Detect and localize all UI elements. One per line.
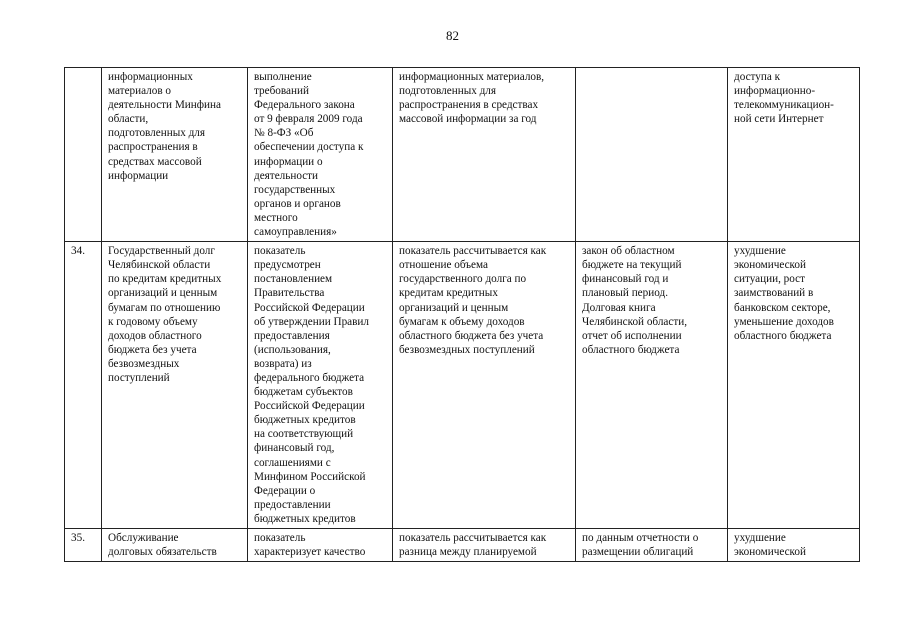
- cell-line: бюджетам субъектов: [254, 386, 353, 399]
- cell-line: областного бюджета: [734, 329, 832, 342]
- cell-line: доступа к: [734, 71, 781, 83]
- cell-line: подготовленных для: [108, 127, 206, 140]
- cell-line: Минфином Российской: [254, 470, 366, 483]
- cell-line: информационных материалов,: [399, 71, 545, 83]
- cell-line: подготовленных для: [399, 85, 497, 98]
- cell-line: бюджетных кредитов: [254, 414, 356, 427]
- cell-line: деятельности Минфина: [108, 99, 221, 112]
- calculation-method-cell: [393, 68, 576, 242]
- data-source-cell: [576, 68, 728, 242]
- cell-line: государственного долга по: [399, 273, 527, 286]
- cell-line: финансовый год,: [254, 442, 335, 455]
- cell-line: Государственный долг: [108, 245, 215, 258]
- cell-line: распространения в средствах: [399, 99, 539, 112]
- page-cut-edge: [0, 572, 905, 640]
- cell-line: по кредитам кредитных: [108, 273, 222, 286]
- cell-line: области,: [108, 113, 149, 126]
- rationale-cell: [248, 242, 393, 529]
- cell-line: Федерального закона: [254, 99, 355, 112]
- cell-line: Челябинской области,: [582, 315, 688, 328]
- cell-line: информационных: [108, 71, 193, 83]
- cell-line: предоставления: [254, 329, 330, 342]
- cell-line: организаций и ценным: [399, 301, 509, 314]
- cell-line: безвозмездных поступлений: [399, 343, 535, 356]
- cell-line: об утверждении Правил: [254, 315, 369, 328]
- cell-line: № 8-ФЗ «Об: [254, 127, 314, 140]
- cell-line: предусмотрен: [254, 259, 321, 272]
- cell-line: выполнение: [254, 71, 312, 83]
- cell-line: Челябинской области: [108, 259, 211, 272]
- cell-line: федерального бюджета: [254, 371, 365, 384]
- cell-line: бюджетных кредитов: [254, 512, 356, 525]
- cell-line: разница между планируемой: [399, 546, 537, 559]
- cell-line: обеспечении доступа к: [254, 141, 364, 154]
- cell-line: отчет об исполнении: [582, 329, 682, 342]
- cell-line: показатель рассчитывается как: [399, 532, 547, 544]
- table-row: [65, 68, 860, 242]
- cell-line: Обслуживание: [108, 532, 179, 544]
- row-number-cell: 35.: [65, 529, 102, 562]
- table-row: [65, 529, 860, 562]
- calculation-method-cell: [393, 529, 576, 562]
- row-number-cell: 34.: [65, 242, 102, 529]
- cell-line: деятельности: [254, 169, 319, 182]
- cell-line: показатель: [254, 532, 306, 544]
- calculation-method-cell: [393, 242, 576, 529]
- cell-line: информации: [108, 169, 169, 182]
- cell-line: соглашениями с: [254, 456, 331, 469]
- cell-line: возврата) из: [254, 357, 312, 370]
- cell-line: Долговая книга: [582, 301, 656, 314]
- cell-line: органов и органов: [254, 197, 341, 210]
- cell-line: Федерации о: [254, 484, 316, 497]
- cell-line: характеризует качество: [254, 546, 366, 559]
- cell-line: бумагам к объему доходов: [399, 315, 525, 328]
- rationale-cell: [248, 68, 393, 242]
- cell-line: показатель рассчитывается как: [399, 245, 547, 258]
- cell-line: кредитам кредитных: [399, 287, 498, 300]
- cell-line: материалов о: [108, 85, 172, 98]
- cell-line: телекоммуникацион-: [734, 99, 834, 112]
- cell-line: безвозмездных: [108, 357, 180, 370]
- indicator-name-cell: [102, 68, 248, 242]
- cell-line: плановый период.: [582, 287, 668, 300]
- cell-line: ухудшение: [734, 532, 786, 544]
- cell-line: Российской Федерации: [254, 400, 365, 413]
- cell-line: ситуации, рост: [734, 273, 805, 286]
- cell-line: от 9 февраля 2009 года: [254, 113, 363, 126]
- cell-line: самоуправления»: [254, 226, 337, 239]
- page-number: 82: [446, 28, 459, 43]
- cell-line: Правительства: [254, 287, 325, 300]
- cell-line: экономической: [734, 259, 806, 272]
- cell-line: по данным отчетности о: [582, 532, 699, 544]
- cell-line: информационно-: [734, 85, 816, 98]
- row-number-cell: [65, 68, 102, 242]
- cell-line: заимствований в: [734, 287, 814, 300]
- cell-line: организаций и ценным: [108, 287, 218, 300]
- data-source-cell: [576, 242, 728, 529]
- cell-line: размещении облигаций: [582, 546, 694, 559]
- table-row: [65, 242, 860, 529]
- cell-line: поступлений: [108, 371, 170, 384]
- data-source-cell: [576, 529, 728, 562]
- cell-line: распространения в: [108, 141, 198, 154]
- cell-line: Российской Федерации: [254, 301, 365, 314]
- cell-line: к годовому объему: [108, 315, 198, 328]
- cell-line: требований: [254, 85, 309, 98]
- cell-line: доходов областного: [108, 329, 202, 342]
- rationale-cell: [248, 529, 393, 562]
- cell-line: (использования,: [254, 343, 331, 356]
- cell-line: информации о: [254, 155, 323, 168]
- cell-line: закон об областном: [582, 245, 675, 258]
- indicator-name-cell: [102, 529, 248, 562]
- cell-line: уменьшение доходов: [734, 315, 834, 328]
- cell-line: постановлением: [254, 273, 333, 286]
- risk-factors-cell: [728, 529, 860, 562]
- cell-line: финансовый год и: [582, 273, 669, 286]
- cell-line: на соответствующий: [254, 428, 354, 441]
- cell-line: областного бюджета без учета: [399, 329, 544, 342]
- cell-line: массовой информации за год: [399, 113, 537, 126]
- cell-line: средствах массовой: [108, 155, 202, 168]
- cell-line: долговых обязательств: [108, 546, 217, 559]
- cell-line: ной сети Интернет: [734, 113, 824, 126]
- cell-line: областного бюджета: [582, 343, 680, 356]
- cell-line: бюджете на текущий: [582, 259, 682, 272]
- cell-line: ухудшение: [734, 245, 786, 258]
- cell-line: показатель: [254, 245, 306, 258]
- cell-line: банковском секторе,: [734, 301, 831, 314]
- risk-factors-cell: [728, 242, 860, 529]
- cell-line: бумагам по отношению: [108, 301, 221, 314]
- indicator-table: [64, 67, 860, 562]
- cell-line: отношение объема: [399, 259, 488, 272]
- risk-factors-cell: [728, 68, 860, 242]
- cell-line: местного: [254, 211, 298, 224]
- cell-line: бюджета без учета: [108, 343, 197, 356]
- cell-line: государственных: [254, 183, 336, 196]
- indicator-name-cell: [102, 242, 248, 529]
- cell-line: экономической: [734, 546, 806, 559]
- cell-line: предоставлении: [254, 498, 331, 511]
